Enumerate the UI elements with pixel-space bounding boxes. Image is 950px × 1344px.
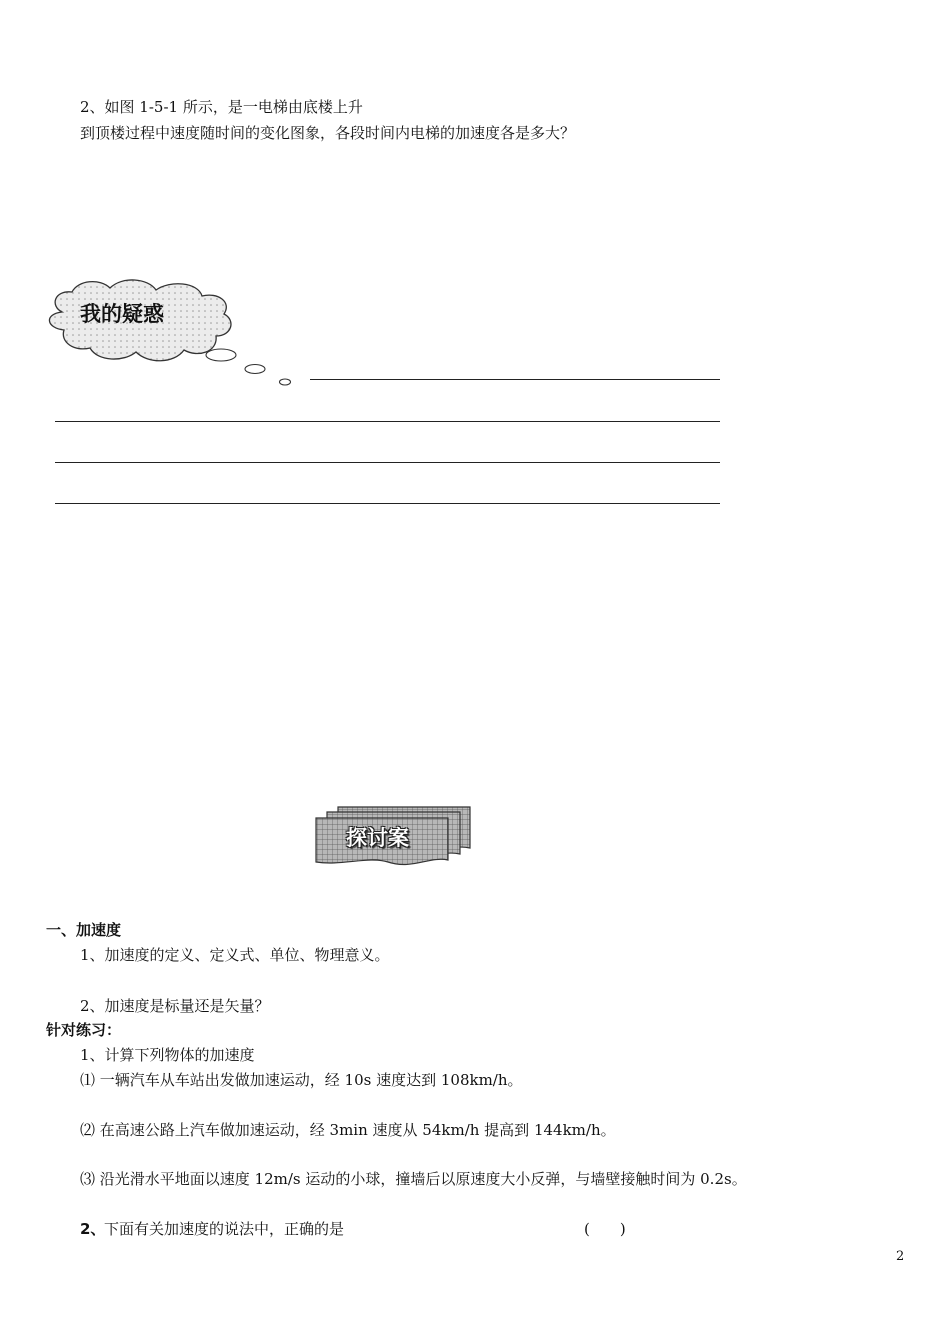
discussion-banner-label: 探讨案 [346, 826, 409, 850]
discussion-banner [312, 804, 474, 870]
answer-line-4 [55, 503, 720, 504]
answer-line-3 [55, 462, 720, 463]
section-1-item-1: 1、加速度的定义、定义式、单位、物理意义。 [80, 946, 390, 964]
practice-item-2-number: 2、 [80, 1220, 106, 1238]
question-2-line-1: 2、如图 1-5-1 所示，是一电梯由底楼上升 [80, 98, 363, 116]
answer-bracket: ( ) [584, 1220, 626, 1238]
answer-line-1 [310, 379, 720, 380]
doubt-cloud [40, 278, 300, 388]
page-number: 2 [896, 1249, 905, 1264]
practice-item-2-text: 下面有关加速度的说法中，正确的是 [104, 1220, 345, 1238]
section-1-heading: 一、加速度 [46, 921, 122, 939]
section-1-item-2: 2、加速度是标量还是矢量？ [80, 997, 270, 1015]
doubt-cloud-label: 我的疑惑 [80, 302, 164, 326]
thought-cloud-icon [40, 278, 300, 388]
practice-item-1: 1、计算下列物体的加速度 [80, 1046, 255, 1064]
practice-heading: 针对练习： [46, 1021, 122, 1039]
answer-line-2 [55, 421, 720, 422]
question-2-line-2: 到顶楼过程中速度随时间的变化图象，各段时间内电梯的加速度各是多大？ [80, 124, 576, 142]
practice-sub-3: ⑶ 沿光滑水平地面以速度 12m/s 运动的小球，撞墙后以原速度大小反弹，与墙壁接触时间为 0.2s。 [80, 1170, 747, 1188]
practice-sub-2: ⑵ 在高速公路上汽车做加速运动，经 3min 速度从 54km/h 提高到 144km/h。 [80, 1121, 616, 1139]
practice-sub-1: ⑴ 一辆汽车从车站出发做加速运动，经 10s 速度达到 108km/h。 [80, 1071, 523, 1089]
